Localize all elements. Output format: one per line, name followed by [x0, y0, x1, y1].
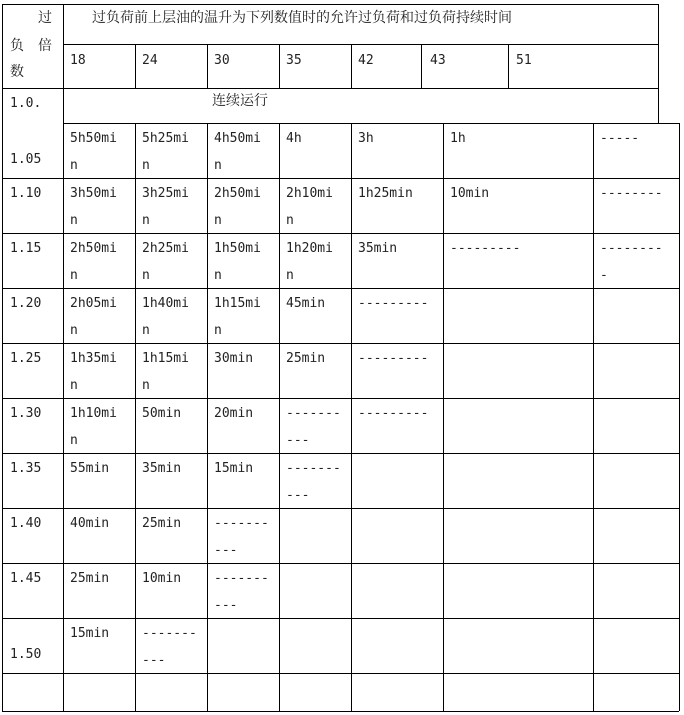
duration-cell: n — [70, 268, 78, 283]
duration-cell: 1h — [450, 131, 466, 146]
continuous-operation: 连续运行 — [212, 93, 268, 109]
duration-cell: 55min — [70, 461, 110, 476]
table-border — [351, 123, 352, 711]
table-border — [63, 4, 64, 711]
duration-cell: 1h15mi — [142, 351, 189, 366]
duration-cell: 1h35mi — [70, 351, 117, 366]
duration-cell: --- — [286, 433, 310, 448]
duration-cell: ------- — [142, 626, 197, 641]
overload-factor: 1.20 — [10, 296, 42, 311]
duration-cell: ------- — [214, 516, 269, 531]
table-border — [593, 123, 594, 711]
duration-cell: n — [214, 158, 222, 173]
table-border — [279, 44, 280, 88]
duration-cell: 1h15mi — [214, 296, 261, 311]
duration-cell: n — [70, 378, 78, 393]
duration-cell: 5h25mi — [142, 131, 189, 146]
duration-cell: 3h50mi — [70, 186, 117, 201]
duration-cell: ----- — [600, 131, 640, 146]
temp-header: 30 — [214, 53, 230, 68]
overload-factor: 1.25 — [10, 351, 42, 366]
duration-cell: 1h50mi — [214, 241, 261, 256]
table-border — [2, 398, 679, 399]
duration-cell: n — [70, 433, 78, 448]
temp-header: 43 — [430, 53, 446, 68]
table-border — [2, 453, 679, 454]
duration-cell: n — [142, 268, 150, 283]
duration-cell: --- — [214, 598, 238, 613]
temp-header: 18 — [70, 53, 86, 68]
temp-header: 42 — [358, 53, 374, 68]
duration-cell: 25min — [70, 571, 110, 586]
overload-factor: 1.15 — [10, 241, 42, 256]
temp-header: 35 — [286, 53, 302, 68]
duration-cell: 10min — [450, 186, 490, 201]
duration-cell: --- — [142, 653, 166, 668]
duration-cell: --------- — [358, 406, 429, 421]
duration-cell: ------- — [214, 571, 269, 586]
duration-cell: 2h05mi — [70, 296, 117, 311]
duration-cell: n — [142, 323, 150, 338]
duration-cell: 40min — [70, 516, 110, 531]
duration-cell: n — [214, 323, 222, 338]
table-border — [2, 343, 679, 344]
table-border — [63, 44, 658, 45]
duration-cell: 10min — [142, 571, 182, 586]
duration-cell: --------- — [450, 241, 521, 256]
table-border — [2, 508, 679, 509]
overload-factor: 1.0. — [10, 96, 42, 111]
header-row-label-char: 过 — [38, 10, 52, 26]
table-border — [2, 88, 658, 89]
duration-cell: n — [142, 158, 150, 173]
duration-cell: 4h — [286, 131, 302, 146]
overload-factor: 1.45 — [10, 571, 42, 586]
table-border — [2, 178, 679, 179]
header-row-label-char: 倍 — [38, 38, 52, 54]
table-border — [2, 288, 679, 289]
header-row-label-char: 数 — [10, 64, 24, 80]
table-border — [508, 44, 509, 88]
table-border — [679, 123, 680, 711]
table-title: 过负荷前上层油的温升为下列数值时的允许过负荷和过负荷持续时间 — [92, 10, 512, 26]
duration-cell: 3h25mi — [142, 186, 189, 201]
duration-cell: 35min — [358, 241, 398, 256]
temp-header: 24 — [142, 53, 158, 68]
duration-cell: 45min — [286, 296, 326, 311]
table-border — [207, 44, 208, 88]
table-border — [135, 123, 136, 711]
duration-cell: n — [214, 213, 222, 228]
duration-cell: --- — [286, 488, 310, 503]
duration-cell: 4h50mi — [214, 131, 261, 146]
duration-cell: 2h50mi — [214, 186, 261, 201]
duration-cell: 1h40mi — [142, 296, 189, 311]
table-border — [658, 4, 659, 123]
duration-cell: n — [286, 268, 294, 283]
duration-cell: n — [142, 213, 150, 228]
duration-cell: --------- — [358, 296, 429, 311]
table-border — [2, 711, 679, 712]
duration-cell: --------- — [358, 351, 429, 366]
overload-factor: 1.40 — [10, 516, 42, 531]
duration-cell: 25min — [142, 516, 182, 531]
duration-cell: -------- — [600, 241, 663, 256]
overload-factor: 1.30 — [10, 406, 42, 421]
duration-cell: ------- — [286, 461, 341, 476]
duration-cell: 5h50mi — [70, 131, 117, 146]
duration-cell: n — [70, 158, 78, 173]
duration-cell: 2h50mi — [70, 241, 117, 256]
table-border — [135, 44, 136, 88]
duration-cell: n — [70, 213, 78, 228]
overload-factor: 1.50 — [10, 647, 42, 662]
table-border — [279, 123, 280, 711]
duration-cell: --- — [214, 543, 238, 558]
table-border — [2, 233, 679, 234]
table-border — [2, 4, 3, 711]
duration-cell: 15min — [214, 461, 254, 476]
table-border — [421, 44, 422, 88]
duration-cell: 3h — [358, 131, 374, 146]
duration-cell: n — [214, 268, 222, 283]
temp-header: 51 — [516, 53, 532, 68]
table-border — [2, 673, 679, 674]
table-border — [2, 563, 679, 564]
table-border — [2, 618, 679, 619]
table-border — [207, 123, 208, 711]
duration-cell: 1h25min — [358, 186, 413, 201]
duration-cell: 15min — [70, 626, 110, 641]
overload-factor: 1.10 — [10, 186, 42, 201]
duration-cell: 25min — [286, 351, 326, 366]
duration-cell: - — [600, 268, 608, 283]
duration-cell: 35min — [142, 461, 182, 476]
header-row-label-char: 负 — [10, 38, 24, 54]
table-border — [63, 123, 679, 124]
duration-cell: n — [142, 378, 150, 393]
table-border — [351, 44, 352, 88]
duration-cell: 50min — [142, 406, 182, 421]
table-border — [2, 4, 658, 5]
duration-cell: 1h10mi — [70, 406, 117, 421]
duration-cell: -------- — [600, 186, 663, 201]
duration-cell: n — [286, 213, 294, 228]
table-border — [443, 123, 444, 711]
duration-cell: 2h25mi — [142, 241, 189, 256]
overload-factor: 1.05 — [10, 152, 42, 167]
duration-cell: 2h10mi — [286, 186, 333, 201]
duration-cell: 1h20mi — [286, 241, 333, 256]
duration-cell: n — [70, 323, 78, 338]
duration-cell: 20min — [214, 406, 254, 421]
overload-factor: 1.35 — [10, 461, 42, 476]
duration-cell: ------- — [286, 406, 341, 421]
duration-cell: 30min — [214, 351, 254, 366]
